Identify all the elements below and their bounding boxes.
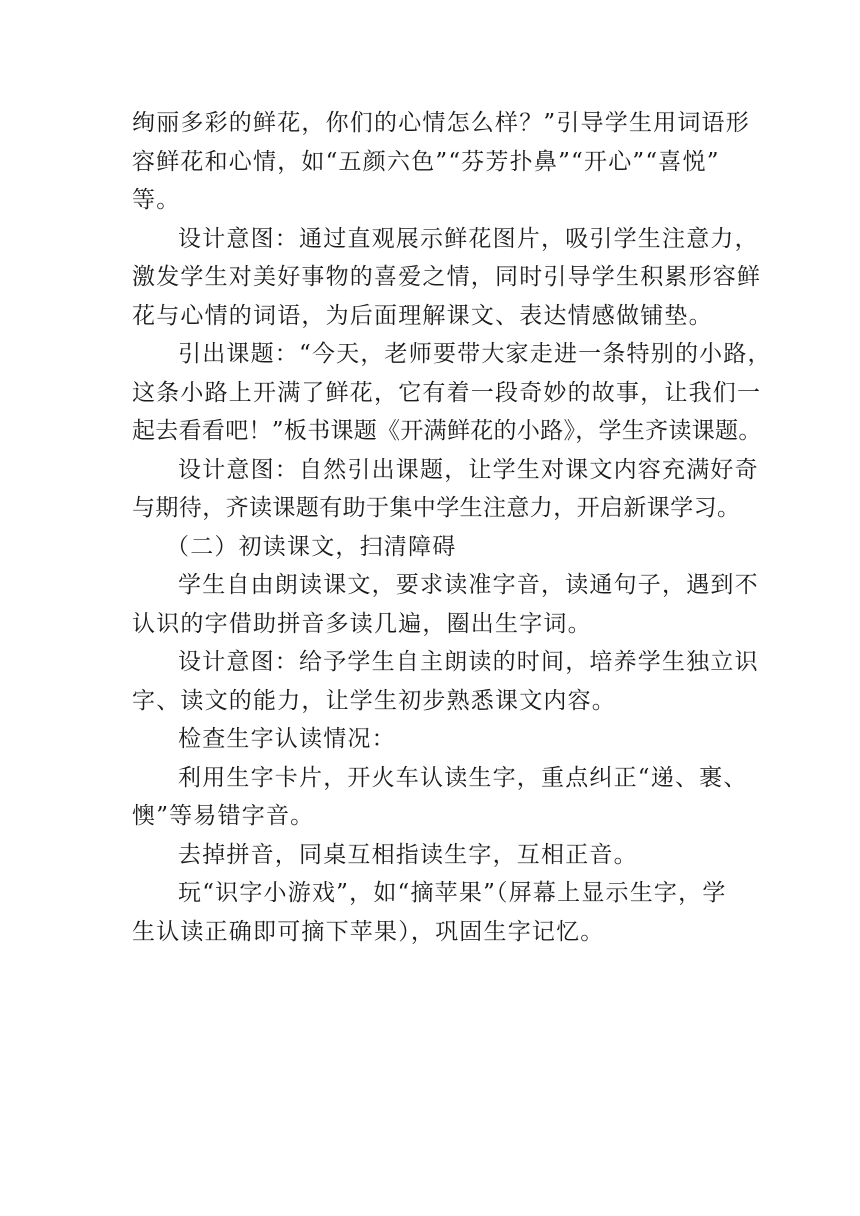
paragraph-introduce-topic bbox=[132, 335, 772, 451]
text-line: 这条小路上开满了鲜花，它有着一段奇妙的故事，让我们一 bbox=[132, 379, 762, 406]
text-line: 懊”等易错字音。 bbox=[132, 803, 315, 829]
text-line: 起去看看吧！”板书课题《开满鲜花的小路》，学生齐读课题。 bbox=[132, 418, 762, 444]
text-line: 等。 bbox=[132, 187, 181, 213]
text-line: 利用生字卡片，开火车认读生字，重点纠正“递、裹、 bbox=[178, 764, 748, 791]
section-heading-first-reading bbox=[132, 528, 732, 567]
paragraph-character-game bbox=[132, 874, 732, 951]
paragraph-design-intent-1 bbox=[132, 220, 762, 336]
paragraph-design-intent-2 bbox=[132, 451, 759, 528]
document-page bbox=[132, 104, 772, 951]
paragraph-remove-pinyin bbox=[132, 836, 732, 875]
paragraph-free-reading bbox=[132, 566, 759, 643]
text-line: 绚丽多彩的鲜花，你们的心情怎么样？”引导学生用词语形 bbox=[132, 110, 750, 136]
text-line: 生认读正确即可摘下苹果），巩固生字记忆。 bbox=[132, 918, 605, 945]
text-line: 认识的字借助拼音多读几遍，圈出生字词。 bbox=[132, 610, 592, 637]
paragraph-intro-continuation bbox=[132, 104, 750, 220]
text-line: 字、读文的能力，让学生初步熟悉课文内容。 bbox=[132, 687, 616, 714]
text-line: 玩“识字小游戏”，如“摘苹果”（屏幕上显示生字，学 bbox=[178, 880, 727, 906]
text-line: （二）初读课文，扫清障碍 bbox=[166, 533, 457, 560]
paragraph-character-cards bbox=[132, 759, 748, 836]
text-line: 引出课题：“今天，老师要带大家走进一条特别的小路， bbox=[178, 341, 772, 367]
text-line: 设计意图：自然引出课题，让学生对课文内容充满好奇 bbox=[178, 456, 759, 483]
text-line: 设计意图：通过直观展示鲜花图片，吸引学生注意力， bbox=[178, 225, 759, 252]
text-line: 容鲜花和心情，如“五颜六色”“芬芳扑鼻”“开心”“喜悦” bbox=[132, 148, 720, 175]
text-line: 学生自由朗读课文，要求读准字音，读通句子，遇到不 bbox=[178, 572, 759, 598]
paragraph-design-intent-3 bbox=[132, 643, 759, 720]
text-line: 设计意图：给予学生自主朗读的时间，培养学生独立识 bbox=[178, 649, 759, 675]
text-line: 花与心情的词语，为后面理解课文、表达情感做铺垫。 bbox=[132, 302, 713, 329]
text-line: 激发学生对美好事物的喜爱之情，同时引导学生积累形容鲜 bbox=[132, 264, 762, 290]
text-line: 与期待，齐读课题有助于集中学生注意力，开启新课学习。 bbox=[132, 495, 741, 521]
paragraph-check-characters bbox=[132, 720, 732, 759]
text-line: 去掉拼音，同桌互相指读生字，互相正音。 bbox=[178, 841, 638, 868]
text-line: 检查生字认读情况： bbox=[178, 726, 396, 752]
